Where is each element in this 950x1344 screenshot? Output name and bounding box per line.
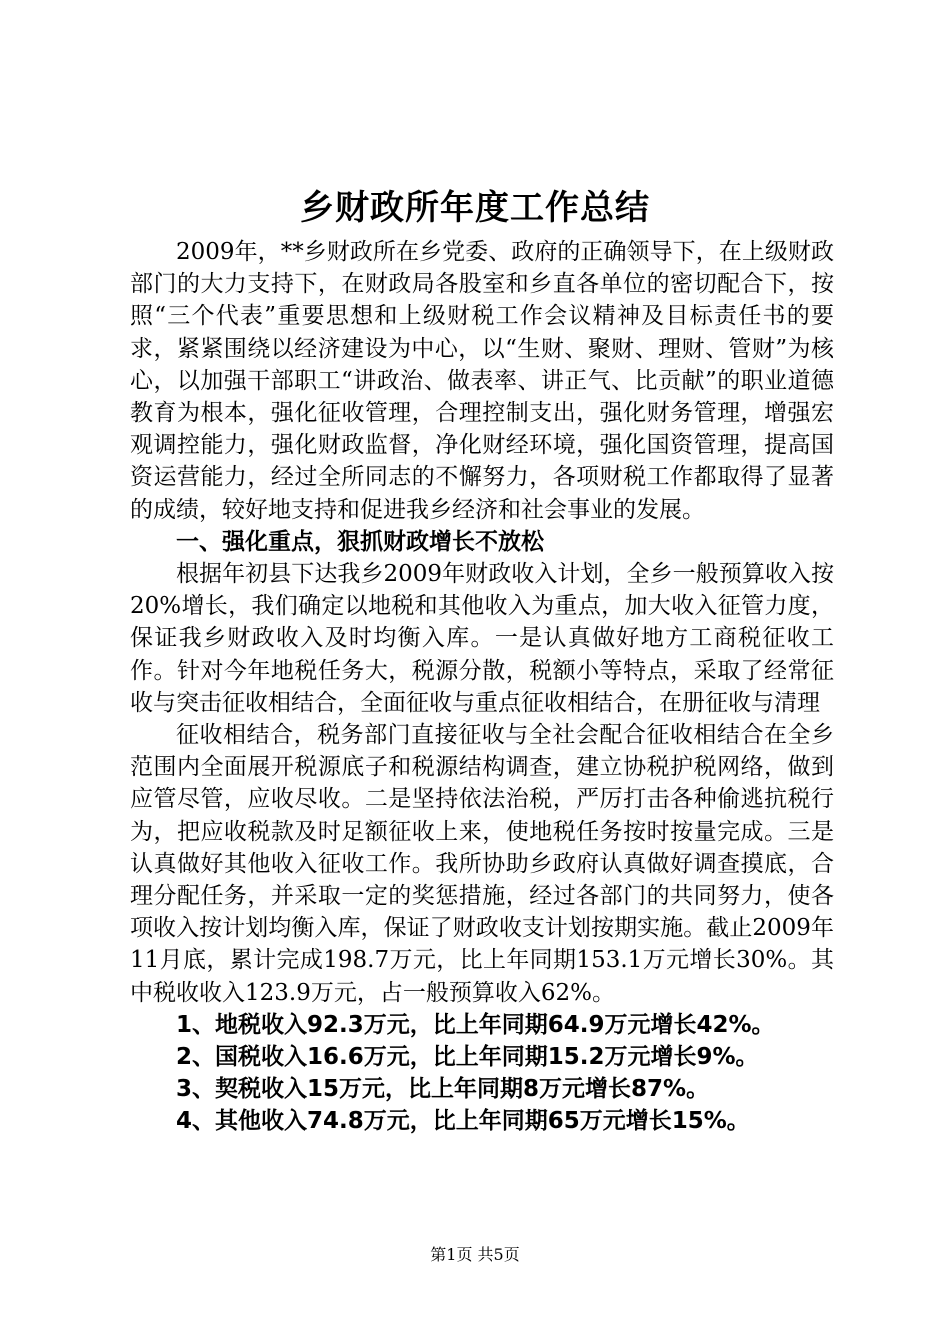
list-item: 4、其他收入74.8万元，比上年同期65万元增长15%。 bbox=[176, 1108, 750, 1135]
list-item: 1、地税收入92.3万元，比上年同期64.9万元增长42%。 bbox=[176, 1011, 775, 1038]
list-item: 2、国税收入16.6万元，比上年同期15.2万元增长9%。 bbox=[176, 1044, 759, 1071]
document-body bbox=[130, 236, 834, 1138]
section-heading: 一、强化重点，狠抓财政增长不放松 bbox=[176, 528, 544, 555]
document-title: 乡财政所年度工作总结 bbox=[300, 188, 650, 228]
page-footer: 第1页 共5页 bbox=[430, 1245, 520, 1264]
intro-paragraph: 2009年，**乡财政所在乡党委、政府的正确领导下，在上级财政部门的大力支持下，在财政局各股室和乡直各单位的密切配合下，按照“三个代表”重要思想和上级财税工作会议精神及目标责任书的要求，紧紧围绕以经济建设为中心，以“生财、聚财、理财、管财”为核心，以加强干部职工“讲政治、做表率、讲正气、比贡献”的职业道德教育为根本，强化征收管理，合理控制支出，强化财务管理，增强宏观调控能力，强化财政监督，净化财经环境，强化国资管理，提高国资运营能力，经过全所同志的不懈努力，各项财税工作都取得了显著的成绩，较好地支持和促进我乡经济和社会事业的发展。 bbox=[130, 239, 834, 523]
body-paragraph-2: 征收相结合，税务部门直接征收与全社会配合征收相结合在全乡范围内全面展开税源底子和税源结构调查，建立协税护税网络，做到应管尽管，应收尽收。二是坚持依法治税，严厉打击各种偷逃抗税行为，把应收税款及时足额征收上来，使地税任务按时按量完成。三是认真做好其他收入征收工作。我所协助乡政府认真做好调查摸底，合理分配任务，并采取一定的奖惩措施，经过各部门的共同努力，使各项收入按计划均衡入库，保证了财政收支计划按期实施。截止2009年11月底，累计完成198.7万元，比上年同期153.1万元增长30%。其中税收收入123.9万元，占一般预算收入62%。 bbox=[130, 722, 834, 1006]
body-paragraph-1: 根据年初县下达我乡2009年财政收入计划，全乡一般预算收入按20%增长，我们确定以地税和其他收入为重点，加大收入征管力度，保证我乡财政收入及时均衡入库。一是认真做好地方工商税征收工作。针对今年地税任务大，税源分散，税额小等特点，采取了经常征收与突击征收相结合，全面征收与重点征收相结合，在册征收与清理 bbox=[130, 561, 834, 716]
list-item: 3、契税收入15万元，比上年同期8万元增长87%。 bbox=[176, 1076, 710, 1103]
